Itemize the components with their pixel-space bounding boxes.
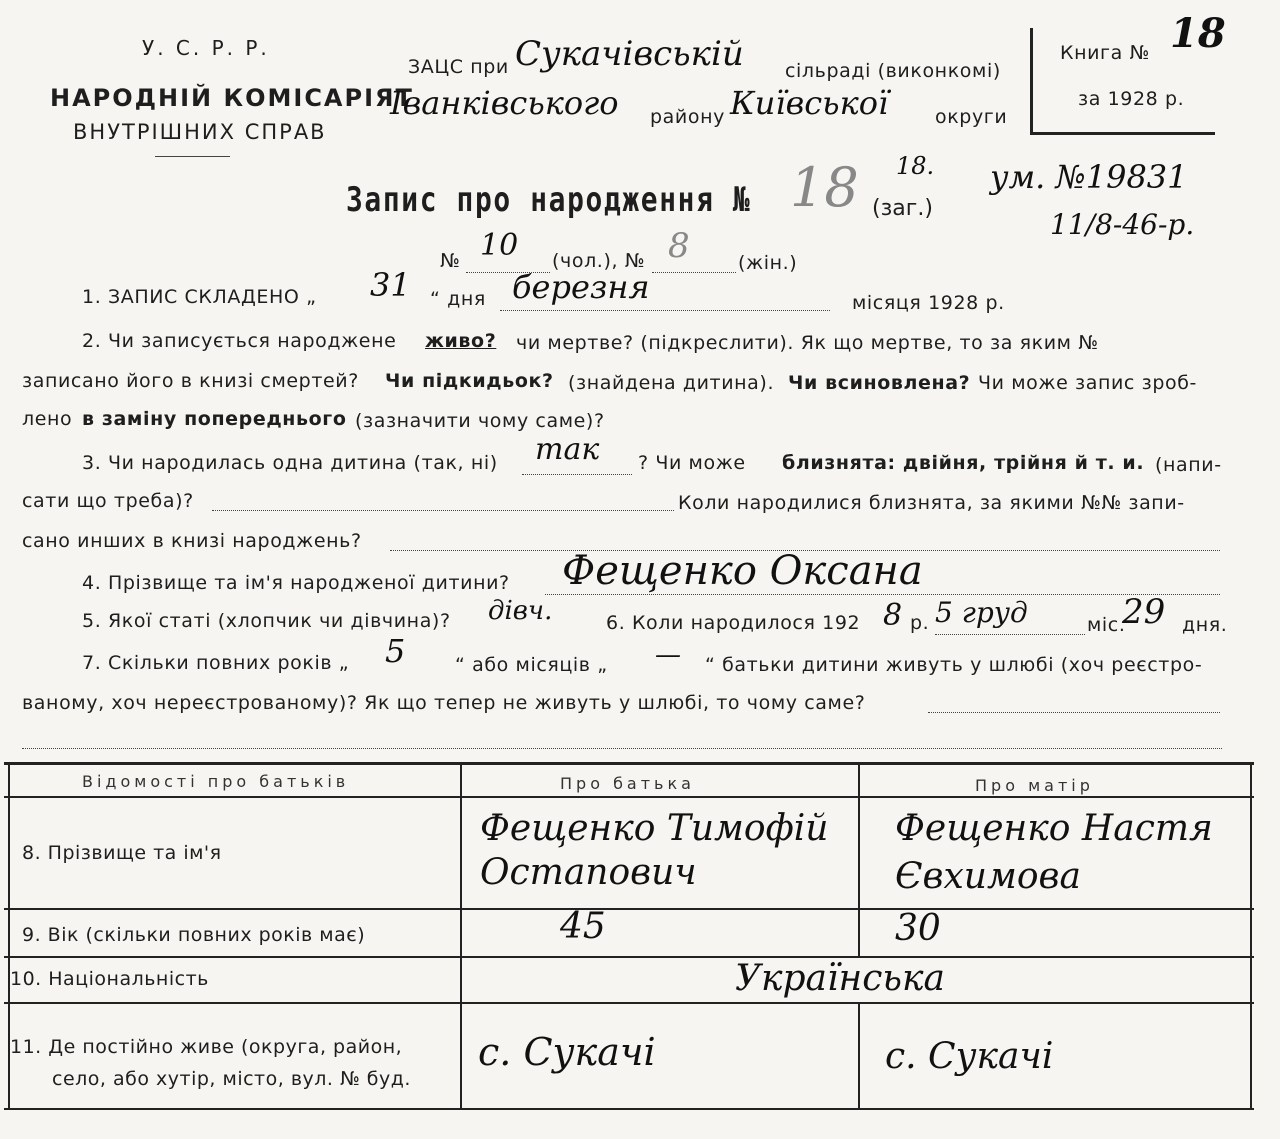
q2-text-c: записано його в книзі смертей? — [22, 370, 359, 392]
q2-text-f2: (зазначити чому саме)? — [355, 410, 605, 432]
q2-live: живо? — [425, 330, 497, 352]
table-header-father: Про батька — [560, 774, 695, 793]
district-handwritten: Іванківського — [390, 84, 619, 122]
row-11-label-line-2: село, або хутір, місто, вул. № буд. — [52, 1068, 411, 1090]
mother-age-handwritten: 30 — [895, 908, 941, 949]
q2-text-b: чи мертве? (підкреслити). Як що мертве, то за яким № — [516, 332, 1099, 354]
side-note-certificate-handwritten: ум. №19831 — [990, 158, 1188, 196]
q1-text-a: 1. ЗАПИС СКЛАДЕНО „ — [82, 286, 317, 308]
q6-text-d: дня. — [1182, 614, 1228, 636]
row-8-label: 8. Прізвище та ім'я — [22, 842, 222, 864]
q3-text-b: ? Чи може — [638, 452, 746, 474]
q7-years-handwritten: 5 — [385, 632, 406, 670]
q6-text-a: 6. Коли народилося 192 — [606, 612, 861, 634]
q7-text-a: 7. Скільки повних років „ — [82, 652, 350, 674]
q3-answer-handwritten: так — [535, 432, 600, 467]
header-divider — [155, 156, 230, 157]
q6-text-b: р. — [910, 612, 930, 634]
row-11-label-line-1: 11. Де постійно живе (округа, район, — [10, 1036, 403, 1058]
q4-text-a: 4. Прізвище та ім'я народженої дитини? — [82, 572, 510, 594]
book-box-bottom-border — [1030, 132, 1215, 135]
father-name-handwritten: Фещенко Тимофій — [480, 808, 829, 849]
row-9-label: 9. Вік (скільки повних років має) — [22, 924, 366, 946]
commissariat-subtitle: ВНУТРІШНИХ СПРАВ — [73, 120, 327, 144]
q3-text-f: сано инших в книзі народжень? — [22, 530, 362, 552]
q3-text-e: Коли народилися близнята, за якими №№ запи- — [678, 492, 1185, 514]
q7-months-handwritten: — — [655, 640, 681, 670]
q5-text-a: 5. Якої статі (хлопчик чи дівчина)? — [82, 610, 451, 632]
father-age-handwritten: 45 — [560, 906, 606, 947]
q3-twins: близнята: двійня, трійня й т. и. — [782, 452, 1145, 474]
q6-year-handwritten: 8 — [883, 598, 903, 633]
q2-replacement: в заміну попереднього — [82, 408, 347, 430]
mother-residence-handwritten: с. Сукачі — [885, 1036, 1054, 1077]
q1-day-handwritten: 31 — [370, 266, 411, 304]
q6-month-handwritten: 5 груд — [935, 596, 1028, 629]
q7-text-d: ваному, хоч нереєстрованому)? Як що тепер не живуть у шлюбі, то чому саме? — [22, 692, 866, 714]
record-title: Запис про народження № — [346, 180, 752, 220]
book-number-handwritten: 18 — [1170, 10, 1226, 57]
q6-day-handwritten: 29 — [1122, 592, 1166, 632]
q3-text-a: 3. Чи народилась одна дитина (так, ні) — [82, 452, 498, 474]
mother-patronymic-handwritten: Євхимова — [895, 856, 1081, 897]
book-box-left-border — [1030, 28, 1033, 134]
ussr-heading: У. С. Р. Р. — [142, 36, 270, 60]
row-10-label: 10. Національність — [10, 968, 209, 990]
q3-text-d: сати що треба)? — [22, 490, 194, 512]
father-residence-handwritten: с. Сукачі — [478, 1030, 656, 1074]
q1-text-b: “ дня — [430, 288, 486, 310]
father-patronymic-handwritten: Остапович — [480, 852, 697, 893]
year-label: за 1928 р. — [1078, 88, 1185, 110]
record-number-handwritten: 18 — [790, 156, 859, 219]
q2-adopted: Чи всиновлена? — [788, 372, 971, 394]
commissariat-title: НАРОДНІЙ КОМІСАРІЯТ — [50, 84, 414, 112]
village-council-handwritten: Сукачівській — [515, 34, 744, 74]
okrug-suffix: округи — [935, 106, 1008, 128]
q2-text-e: Чи може запис зроб- — [978, 372, 1197, 394]
q2-found: Чи підкидьок? — [385, 370, 554, 392]
q2-text-d: (знайдена дитина). — [568, 372, 775, 394]
q2-text-a: 2. Чи записується народжене — [82, 330, 397, 352]
table-header-parents-info: Відомості про батьків — [82, 772, 350, 791]
q1-text-c: місяця 1928 р. — [852, 292, 1005, 314]
general-label: (заг.) — [872, 196, 933, 221]
q3-text-c: (напи- — [1155, 454, 1222, 476]
female-number-handwritten: 8 — [668, 226, 690, 266]
zags-prefix: ЗАЦС при — [408, 56, 509, 78]
side-note-date-handwritten: 11/8-46-р. — [1050, 208, 1195, 241]
female-label: (жін.) — [738, 252, 798, 274]
q7-text-c: “ батьки дитини живуть у шлюбі (хоч реєстро- — [705, 654, 1203, 676]
male-number-prefix: № — [440, 250, 461, 272]
record-number-sup-handwritten: 18. — [896, 152, 935, 180]
okrug-handwritten: Київської — [730, 84, 889, 122]
nationality-handwritten: Українська — [735, 958, 945, 999]
q1-month-handwritten: березня — [512, 268, 650, 306]
district-suffix: району — [650, 106, 725, 128]
table-header-mother: Про матір — [975, 776, 1094, 795]
village-council-suffix: сільраді (виконкомі) — [785, 60, 1001, 82]
q5-answer-handwritten: дівч. — [488, 596, 553, 626]
q4-child-name-handwritten: Фещенко Оксана — [562, 548, 923, 594]
q2-text-f1: лено — [22, 408, 73, 430]
q6-text-c: міс. — [1087, 614, 1126, 636]
book-label: Книга № — [1060, 42, 1150, 64]
mother-name-handwritten: Фещенко Настя — [895, 808, 1213, 849]
male-label: (чол.), № — [552, 250, 646, 272]
q7-text-b: “ або місяців „ — [455, 654, 608, 676]
male-number-handwritten: 10 — [480, 228, 519, 263]
